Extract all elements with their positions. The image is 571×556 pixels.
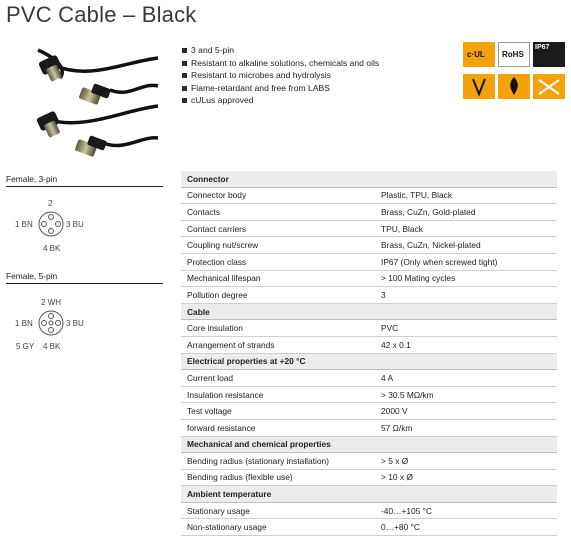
microbe-resistance-icon — [533, 74, 565, 99]
spec-row — [181, 519, 557, 536]
spec-row — [181, 419, 557, 436]
pinout-label: Female, 3-pin — [6, 174, 163, 187]
spec-value: PVC — [375, 320, 557, 337]
section-title: Cable — [181, 303, 557, 320]
spec-value: Brass, CuZn, Gold-plated — [375, 204, 557, 221]
pinout-label: Female, 5-pin — [6, 271, 163, 284]
spec-section-header — [181, 436, 557, 453]
spec-row — [181, 253, 557, 270]
section-title: Electrical properties at +20 °C — [181, 353, 557, 370]
spec-label: Pollution degree — [181, 287, 375, 304]
spec-row — [181, 453, 557, 470]
spec-value: -40…+105 °C — [375, 502, 557, 519]
pin-label: 3 BU — [66, 319, 84, 328]
pin-label: 1 BN — [15, 220, 33, 229]
spec-row — [181, 370, 557, 387]
spec-label: Stationary usage — [181, 502, 375, 519]
spec-label: Coupling nut/screw — [181, 237, 375, 254]
pin-label: 2 — [48, 199, 53, 208]
spec-label: Test voltage — [181, 403, 375, 420]
spec-value: > 10 x Ø — [375, 469, 557, 486]
feature-item: Resistant to alkaline solutions, chemicals and oils — [182, 57, 379, 70]
section-title: Mechanical and chemical properties — [181, 436, 557, 453]
pinout-female-3pin — [6, 174, 163, 253]
pin-label: 4 BK — [43, 244, 61, 253]
spec-row — [181, 320, 557, 337]
spec-value: > 5 x Ø — [375, 453, 557, 470]
spec-label: Bending radius (stationary installation) — [181, 453, 375, 470]
spec-section-header — [181, 303, 557, 320]
spec-value: 4 A — [375, 370, 557, 387]
spec-row — [181, 237, 557, 254]
spec-value: 2000 V — [375, 403, 557, 420]
pinout-diagram-5pin — [6, 291, 163, 355]
spec-label: Bending radius (flexible use) — [181, 469, 375, 486]
section-title: Ambient temperature — [181, 486, 557, 503]
spec-value: > 100 Mating cycles — [375, 270, 557, 287]
spec-value: 0…+80 °C — [375, 519, 557, 536]
spec-label: Non-stationary usage — [181, 519, 375, 536]
pin-label: 1 BN — [15, 319, 33, 328]
spec-label: Contacts — [181, 204, 375, 221]
rohs-icon: RoHS — [498, 42, 530, 67]
feature-item: 3 and 5-pin — [182, 44, 379, 57]
pinout-diagram-3pin — [6, 194, 163, 258]
pin-label: 3 BU — [66, 220, 84, 229]
pin-label: 5 GY — [16, 342, 35, 351]
page-title: PVC Cable – Black — [6, 2, 197, 27]
spec-row — [181, 270, 557, 287]
pin-label: 4 BK — [43, 342, 61, 351]
feature-item: Flame-retardant and free from LABS — [182, 82, 379, 95]
pin-label: 2 WH — [41, 298, 61, 307]
spec-value: 3 — [375, 287, 557, 304]
spec-value: Plastic, TPU, Black — [375, 187, 557, 204]
ip67-icon: IP67 — [533, 42, 565, 67]
spec-label: forward resistance — [181, 419, 375, 436]
spec-row — [181, 204, 557, 221]
spec-row — [181, 386, 557, 403]
spec-row — [181, 287, 557, 304]
spec-value: Brass, CuZn, Nickel-plated — [375, 237, 557, 254]
flame-retardant-icon — [498, 74, 530, 99]
spec-row — [181, 187, 557, 204]
spec-row — [181, 403, 557, 420]
spec-section-header — [181, 171, 557, 187]
chemical-resistance-icon — [463, 74, 495, 99]
spec-row — [181, 502, 557, 519]
spec-section-header — [181, 486, 557, 503]
section-title: Connector — [181, 171, 557, 187]
pinout-female-5pin — [6, 271, 163, 351]
spec-label: Arrangement of strands — [181, 336, 375, 353]
spec-label: Contact carriers — [181, 220, 375, 237]
spec-label: Insulation resistance — [181, 386, 375, 403]
spec-row — [181, 336, 557, 353]
specifications-table — [181, 171, 557, 536]
feature-item: cULus approved — [182, 94, 379, 107]
spec-row — [181, 220, 557, 237]
spec-label: Connector body — [181, 187, 375, 204]
spec-row — [181, 469, 557, 486]
cable-product-photo — [30, 40, 160, 165]
feature-list — [182, 44, 379, 107]
spec-value: TPU, Black — [375, 220, 557, 237]
spec-value: 57 Ω/km — [375, 419, 557, 436]
feature-item: Resistant to microbes and hydrolysis — [182, 69, 379, 82]
spec-value: > 30.5 MΩ/km — [375, 386, 557, 403]
spec-label: Protection class — [181, 253, 375, 270]
spec-value: 42 x 0.1 — [375, 336, 557, 353]
spec-label: Mechanical lifespan — [181, 270, 375, 287]
spec-label: Core insulation — [181, 320, 375, 337]
ul-listed-icon: c·UL — [463, 42, 495, 67]
spec-section-header — [181, 353, 557, 370]
spec-label: Current load — [181, 370, 375, 387]
spec-value: IP67 (Only when screwed tight) — [375, 253, 557, 270]
